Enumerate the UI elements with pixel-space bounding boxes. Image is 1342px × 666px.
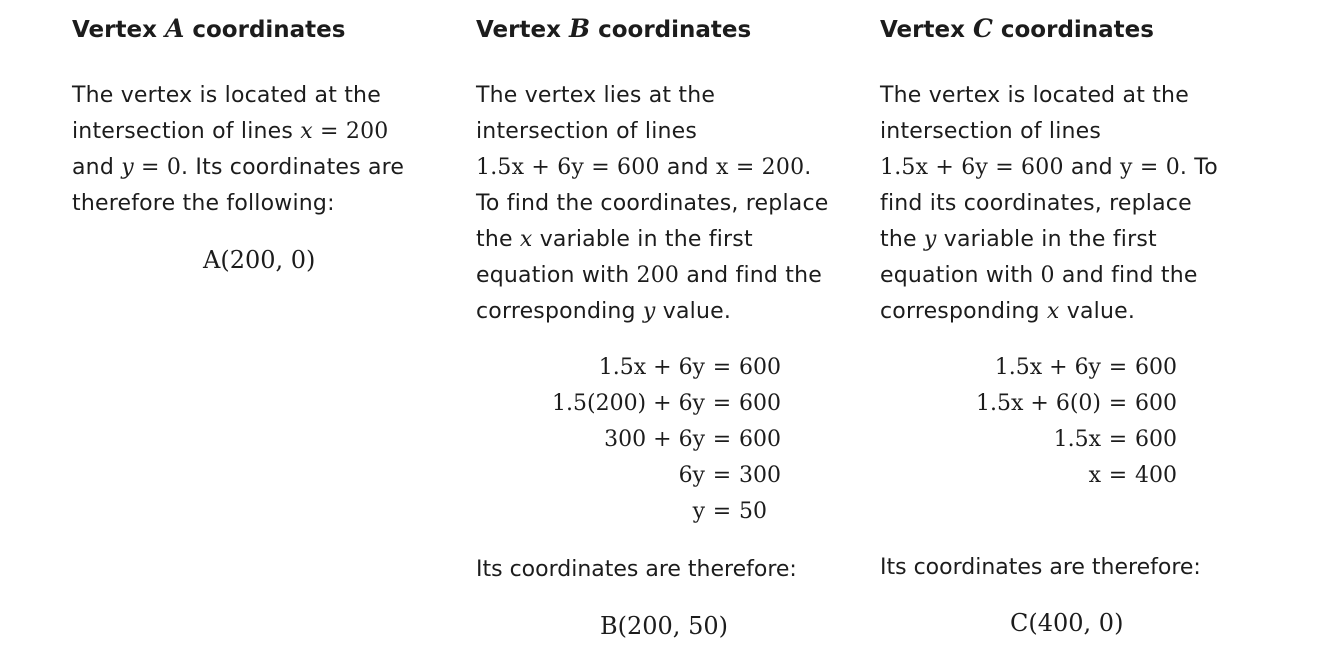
vertex-b-explanation xyxy=(476,78,828,330)
heading-variable: A xyxy=(164,14,185,43)
heading-suffix: coordinates xyxy=(1000,17,1154,43)
heading-suffix: coordinates xyxy=(598,17,752,43)
text-line: The vertex is located at the xyxy=(72,83,381,108)
equation-row: 1.5x + 6y = 600 xyxy=(598,355,781,380)
text-line: intersection of lines x = 200 xyxy=(72,119,389,144)
heading-suffix: coordinates xyxy=(192,17,346,43)
text-line: intersection of lines xyxy=(880,119,1102,144)
vertex-c-explanation xyxy=(880,78,1218,330)
vertex-a-result: A(200, 0) xyxy=(203,246,316,274)
equation-row: x = 400 xyxy=(1088,463,1177,488)
vertex-b-heading xyxy=(476,14,751,45)
text-line: corresponding y value. xyxy=(476,299,732,324)
equation-row: y = 50 xyxy=(692,499,767,524)
equation-row: 1.5(200) + 6y = 600 xyxy=(552,391,781,416)
vertex-b-equations xyxy=(520,350,781,530)
text-line: 1.5x + 6y = 600 and x = 200. xyxy=(476,155,812,180)
equation-row: 1.5x + 6(0) = 600 xyxy=(976,391,1177,416)
text-line: The vertex lies at the xyxy=(476,83,716,108)
vertex-c-equations xyxy=(944,350,1177,494)
equation-row: 1.5x + 6y = 600 xyxy=(994,355,1177,380)
vertex-c-result: C(400, 0) xyxy=(1010,609,1124,637)
text-line: the x variable in the first xyxy=(476,227,753,252)
text-line: equation with 0 and find the xyxy=(880,263,1198,288)
heading-variable: C xyxy=(972,14,993,43)
equation-row: 6y = 300 xyxy=(678,463,781,488)
text-line: and y = 0. Its coordinates are xyxy=(72,155,405,180)
vertex-b-conclusion: Its coordinates are therefore: xyxy=(476,557,797,582)
text-line: therefore the following: xyxy=(72,191,335,216)
text-line: intersection of lines xyxy=(476,119,698,144)
text-line: the y variable in the first xyxy=(880,227,1157,252)
vertex-c-conclusion: Its coordinates are therefore: xyxy=(880,555,1201,580)
heading-variable: B xyxy=(568,14,591,43)
vertex-b-result: B(200, 50) xyxy=(600,612,728,640)
text-line: find its coordinates, replace xyxy=(880,191,1192,216)
text-line: 1.5x + 6y = 600 and y = 0. To xyxy=(880,155,1218,180)
text-line: The vertex is located at the xyxy=(880,83,1189,108)
vertex-a-heading xyxy=(72,14,345,45)
text-line: equation with 200 and find the xyxy=(476,263,822,288)
heading-prefix: Vertex xyxy=(72,17,157,43)
text-line: To find the coordinates, replace xyxy=(476,191,829,216)
vertex-a-explanation xyxy=(72,78,404,222)
equation-row: 300 + 6y = 600 xyxy=(604,427,781,452)
equation-row: 1.5x = 600 xyxy=(1053,427,1177,452)
heading-prefix: Vertex xyxy=(476,17,561,43)
heading-prefix: Vertex xyxy=(880,17,965,43)
vertex-c-heading xyxy=(880,14,1154,45)
text-line: corresponding x value. xyxy=(880,299,1136,324)
